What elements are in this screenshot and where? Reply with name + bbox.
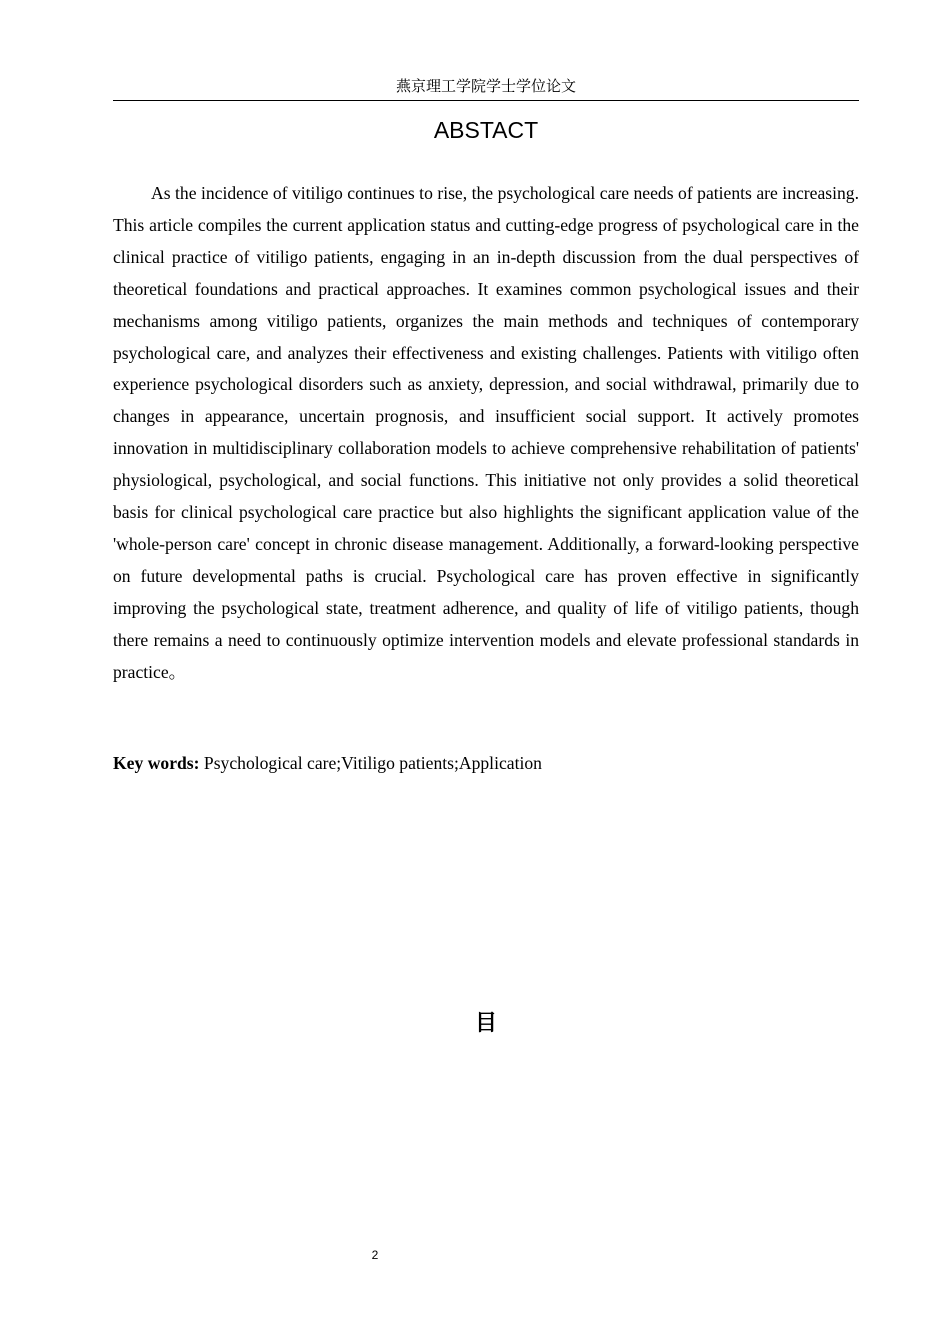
abstract-title: ABSTACT bbox=[433, 117, 539, 143]
running-header: 燕京理工学院学士学位论文 bbox=[395, 77, 576, 95]
header-rule bbox=[113, 100, 859, 101]
abstract-paragraph: As the incidence of vitiligo continues to rise, the psychological care needs of patients are increasing. This article compiles the current application status and cutting-edge progress of psychological care in the clinical practice of vitiligo patients, engaging in an in-depth discussion from the dual perspectives of theoretical foundations and practical approaches. It examines common psychological issues and their mechanisms among vitiligo patients, organizes the main methods and techniques of contemporary psychological care, and analyzes their effectiveness and existing challenges. Patients with vitiligo often experience psychological disorders such as anxiety, depression, and social withdrawal, primarily due to changes in appearance, uncertain prognosis, and insufficient social support. It actively promotes innovation in multidisciplinary collaboration models to achieve comprehensive rehabilitation of patients' physiological, psychological, and social functions. This initiative not only provides a solid theoretical basis for clinical psychological care practice but also highlights the significant application value of the 'whole-person care' concept in chronic disease management. Additionally, a forward-looking perspective on future developmental paths is crucial. Psychological care has proven effective in significantly improving the psychological state, treatment adherence, and quality of life of vitiligo patients, though there remains a need to continuously optimize intervention models and elevate professional standards in practice。 bbox=[113, 183, 859, 682]
keywords-line bbox=[113, 748, 859, 778]
keywords-value: Psychological care;Vitiligo patients;Application bbox=[203, 753, 542, 773]
page-number: 2 bbox=[371, 1248, 379, 1262]
keywords-label: Key words: bbox=[113, 753, 200, 773]
toc-heading: 目 bbox=[474, 1011, 497, 1036]
